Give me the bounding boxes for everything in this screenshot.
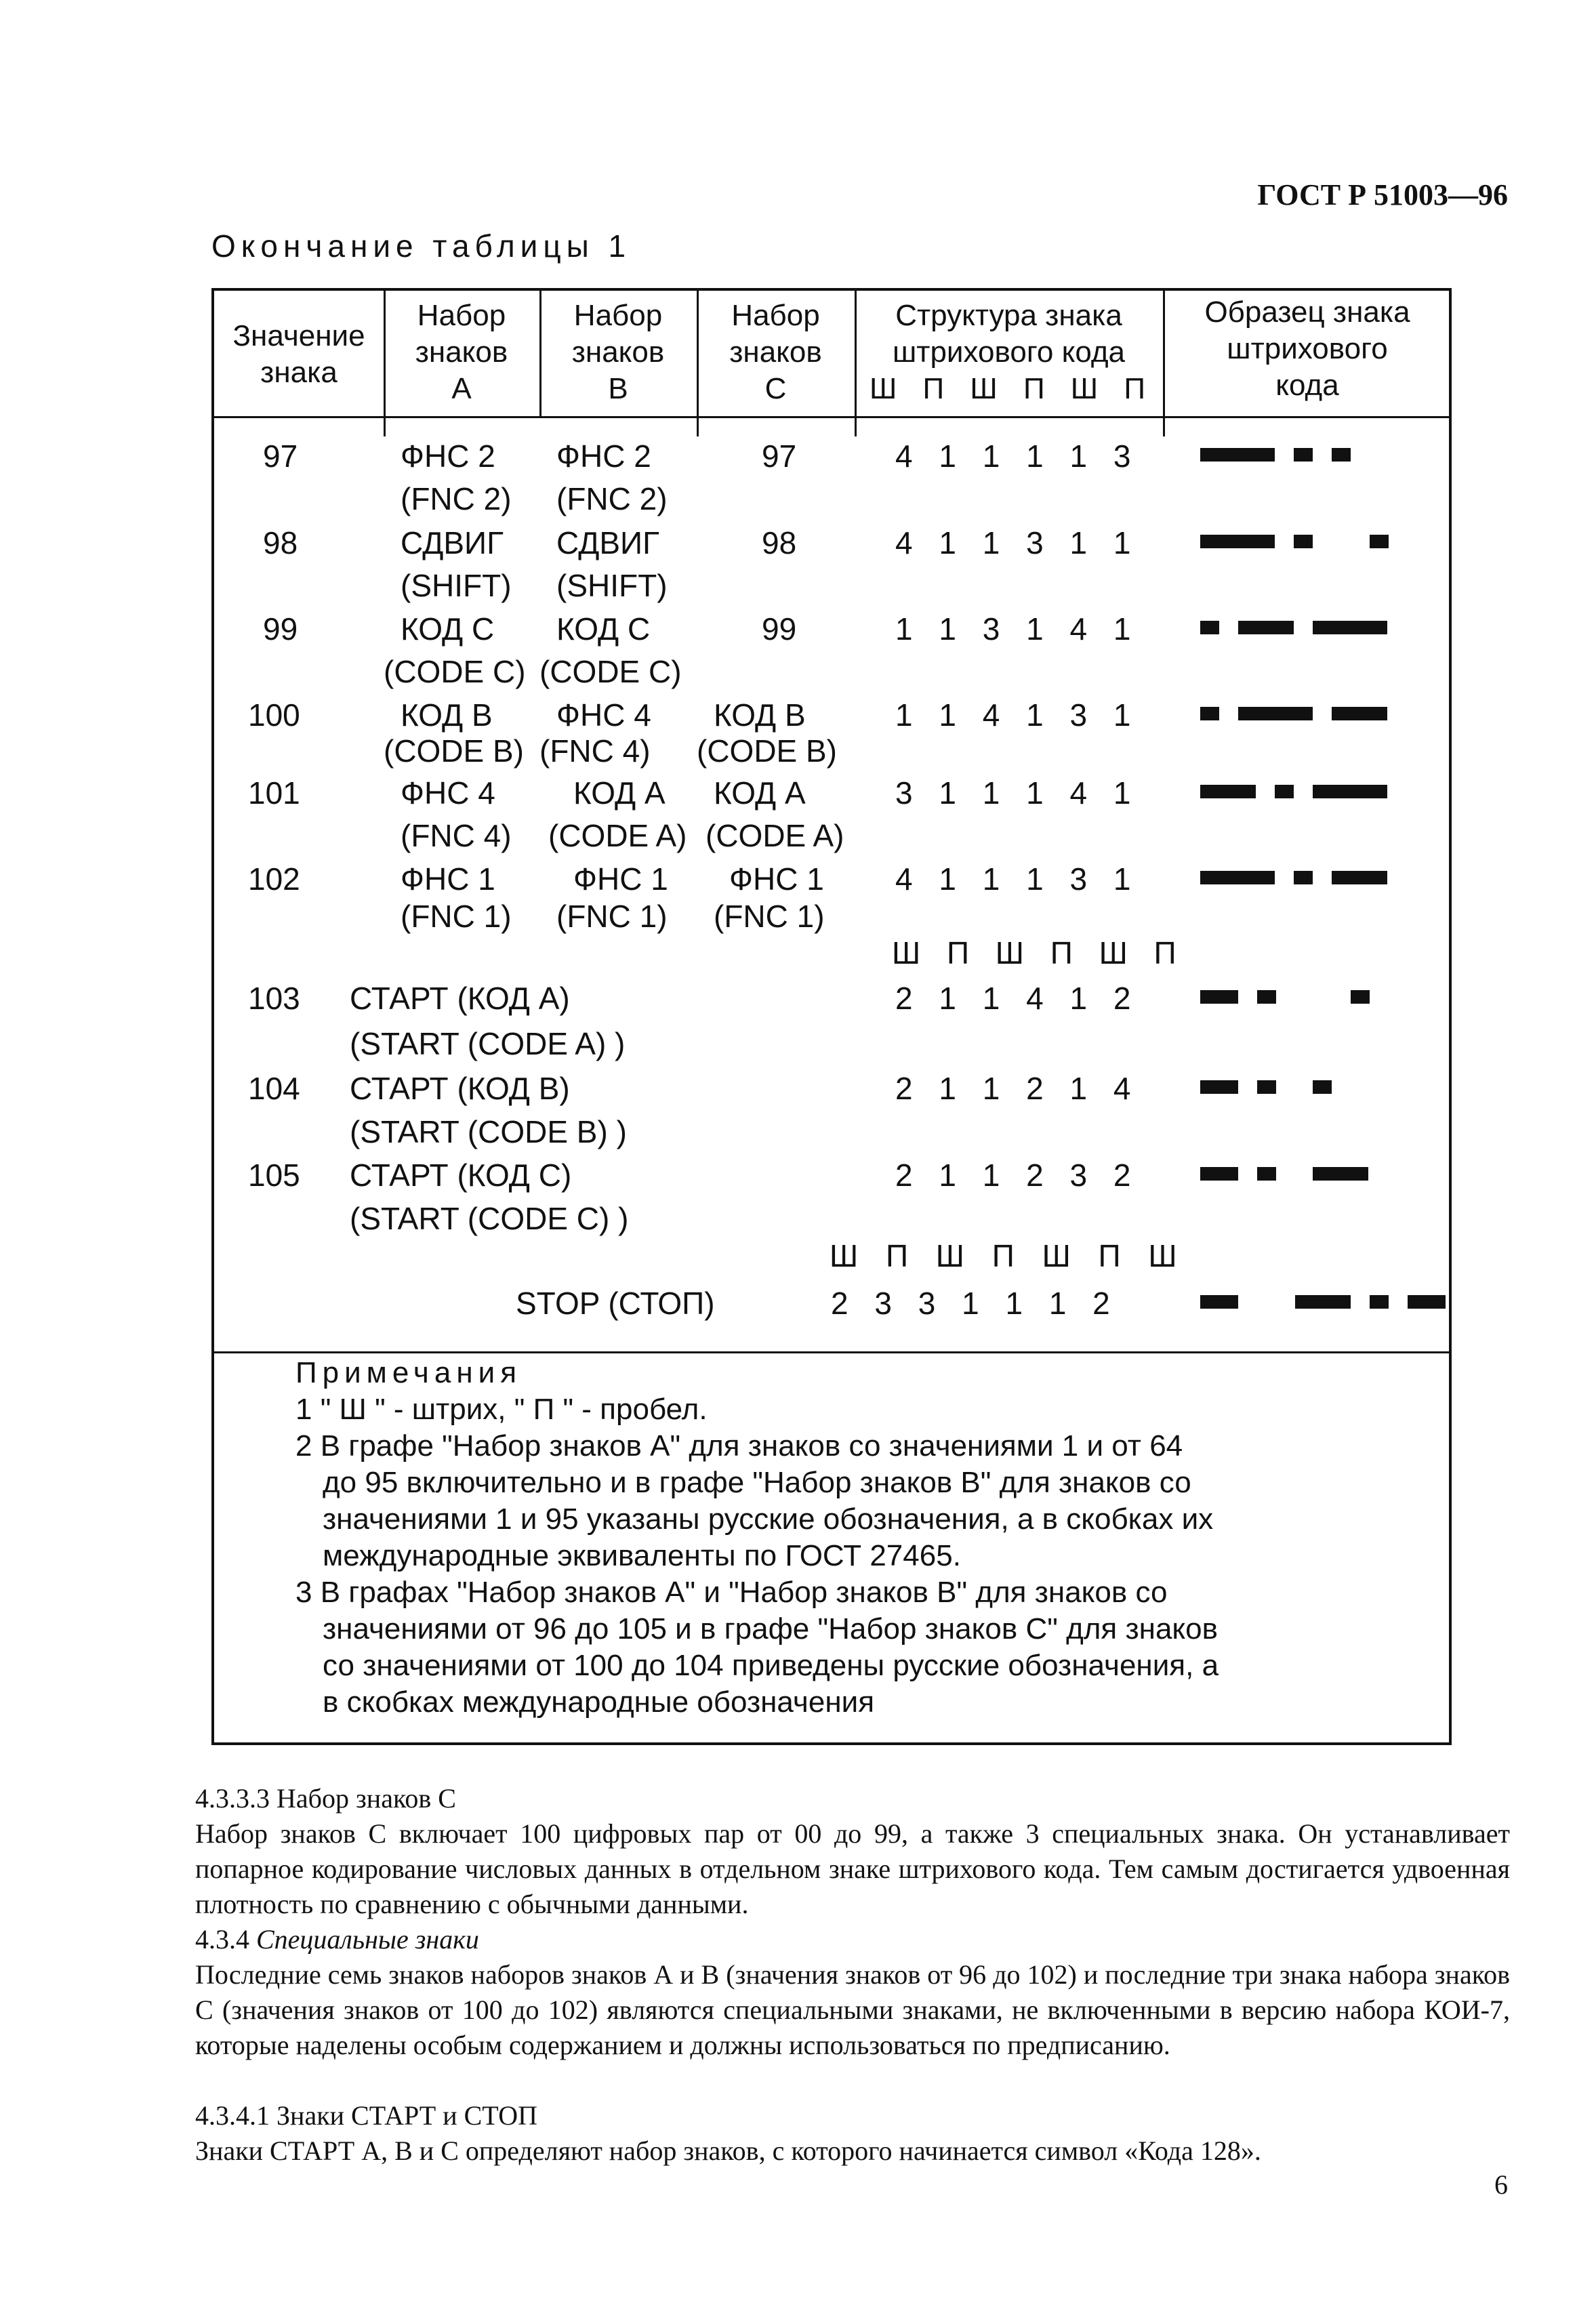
table-1: Значение знака Набор знаков А Набор знаков В Набор знаков С Структура знака штрихового кода Ш П Ш П Ш П Образец знака штрихового кода 97 ФНС 2 (FNC 2) ФНС 2 (FNC 2) 97 4 1 1 1 1 3 98 СДВИГ (SHIFT) СДВИГ (SHIFT) 98 4 1 1 3 1 1 99 КОД С (CODE C) КОД С (CODE C) 99 1 1 3 1 4 1 100 КОД В (CODE B) ФНС 4 (FNC 4) КОД В (CODE B) 1 1 4 1 3 1 101 ФНС 4 (FNC 4) КОД А (CODE A) КОД А (CODE A) 3 1 1 1 4 1 102 ФНС 1 (FNC 1) ФНС 1 (FNC 1) ФНС 1 (FNC 1) 4 1 1 1 3 1 Ш П Ш П Ш П 103 СТАРТ (КОД А) (START (CODE A) ) 2 1 1 4 1 2 104 СТАРТ (КОД В) (START (CODE B) ) 2 1 1 2 1 4 105 СТАРТ (КОД С) (START (CODE C) ) 2 1 1 2 3 2 Ш П Ш П Ш П Ш STOP (СТОП) 2 3 3 1 1 1 2 Примечания 1 " Ш " - штрих, " П " - пробел. 2 В графе "Набор знаков А" для знаков со значениями 1 и от 64 до 95 включительно и в графе "Набор знаков В" для знаков со значениями 1 и 95 указаны русские обозначения, а в скобках их международные эквиваленты по ГОСТ 27465. 3 В графах "Набор знаков А" и "Набор знаков В" для знаков со значениями от 96 до 105 и в графе "Набор знаков С" для знаков со значениями от 100 до 104 приведены русские обозначения, а в скобках международные обозначения [211, 288, 1452, 1745]
header-set-b: Набор знаков В [571, 299, 665, 405]
note-line: международные эквиваленты по ГОСТ 27465. [323, 1539, 961, 1572]
note-line: 3 В графах "Набор знаков А" и "Набор знаков В" для знаков со [295, 1576, 1168, 1609]
col-tick [384, 416, 386, 436]
section-text: Последние семь знаков наборов знаков А и В (значения знаков от 96 до 102) и последние три знака набора знаков С (значения знаков от 100 до 102) являются специальными знаками, не включенными в версию набора КОИ-7, которые наделены особым содержанием и должны использоваться по предписанию. [195, 1959, 1510, 2060]
col-tick [855, 416, 857, 436]
note-line: значениями от 96 до 105 и в графе "Набор знаков С" для знаков [323, 1612, 1219, 1645]
header-set-a: Набор знаков А [415, 299, 508, 405]
section-text: Знаки СТАРТ А, В и С определяют набор знаков, с которого начинается символ «Кода 128». [195, 2135, 1261, 2166]
stop-subheader: Ш П Ш П Ш П Ш [830, 1238, 1180, 1273]
header-structure: Структура знака штрихового кода Ш П Ш П Ш П [869, 299, 1148, 405]
table-caption: Окончание таблицы 1 [211, 228, 632, 264]
page-number: 6 [1494, 2169, 1508, 2200]
section-heading: 4.3.4.1 Знаки СТАРТ и СТОП [195, 2100, 537, 2131]
header-set-c: Набор знаков С [729, 299, 822, 405]
structure-subheader: Ш П Ш П Ш П [892, 935, 1179, 970]
col-tick [1163, 416, 1165, 436]
note-line: значениями 1 и 95 указаны русские обозначения, а в скобках их [323, 1502, 1214, 1536]
note-line: 1 " Ш " - штрих, " П " - пробел. [295, 1393, 708, 1426]
notes-divider [214, 1351, 1449, 1353]
document-id: ГОСТ Р 51003—96 [1257, 178, 1508, 211]
note-line: со значениями от 100 до 104 приведены русские обозначения, а [323, 1649, 1219, 1682]
header-value: Значение знака [232, 319, 365, 389]
table-notes [295, 1355, 1219, 1721]
notes-title: Примечания [295, 1356, 523, 1389]
header-divider [214, 416, 1449, 418]
section-heading: 4.3.4 Специальные знаки [195, 1924, 479, 1955]
col-tick [697, 416, 699, 436]
note-line: 2 В графе "Набор знаков А" для знаков со значениями 1 и от 64 [295, 1429, 1183, 1463]
section-heading: 4.3.3.3 Набор знаков С [195, 1783, 456, 1814]
note-line: в скобках международные обозначения [323, 1685, 875, 1719]
header-sample: Образец знака штрихового кода [1204, 295, 1410, 402]
note-line: до 95 включительно и в графе "Набор знаков В" для знаков со [323, 1466, 1191, 1499]
section-text: Набор знаков С включает 100 цифровых пар от 00 до 99, а также 3 специальных знака. Он устанавливает попарное кодирование числовых данных в отдельном знаке штрихового кода. Тем самым достигается удвоенная плотность по сравнению с обычными данными. [195, 1818, 1510, 1919]
